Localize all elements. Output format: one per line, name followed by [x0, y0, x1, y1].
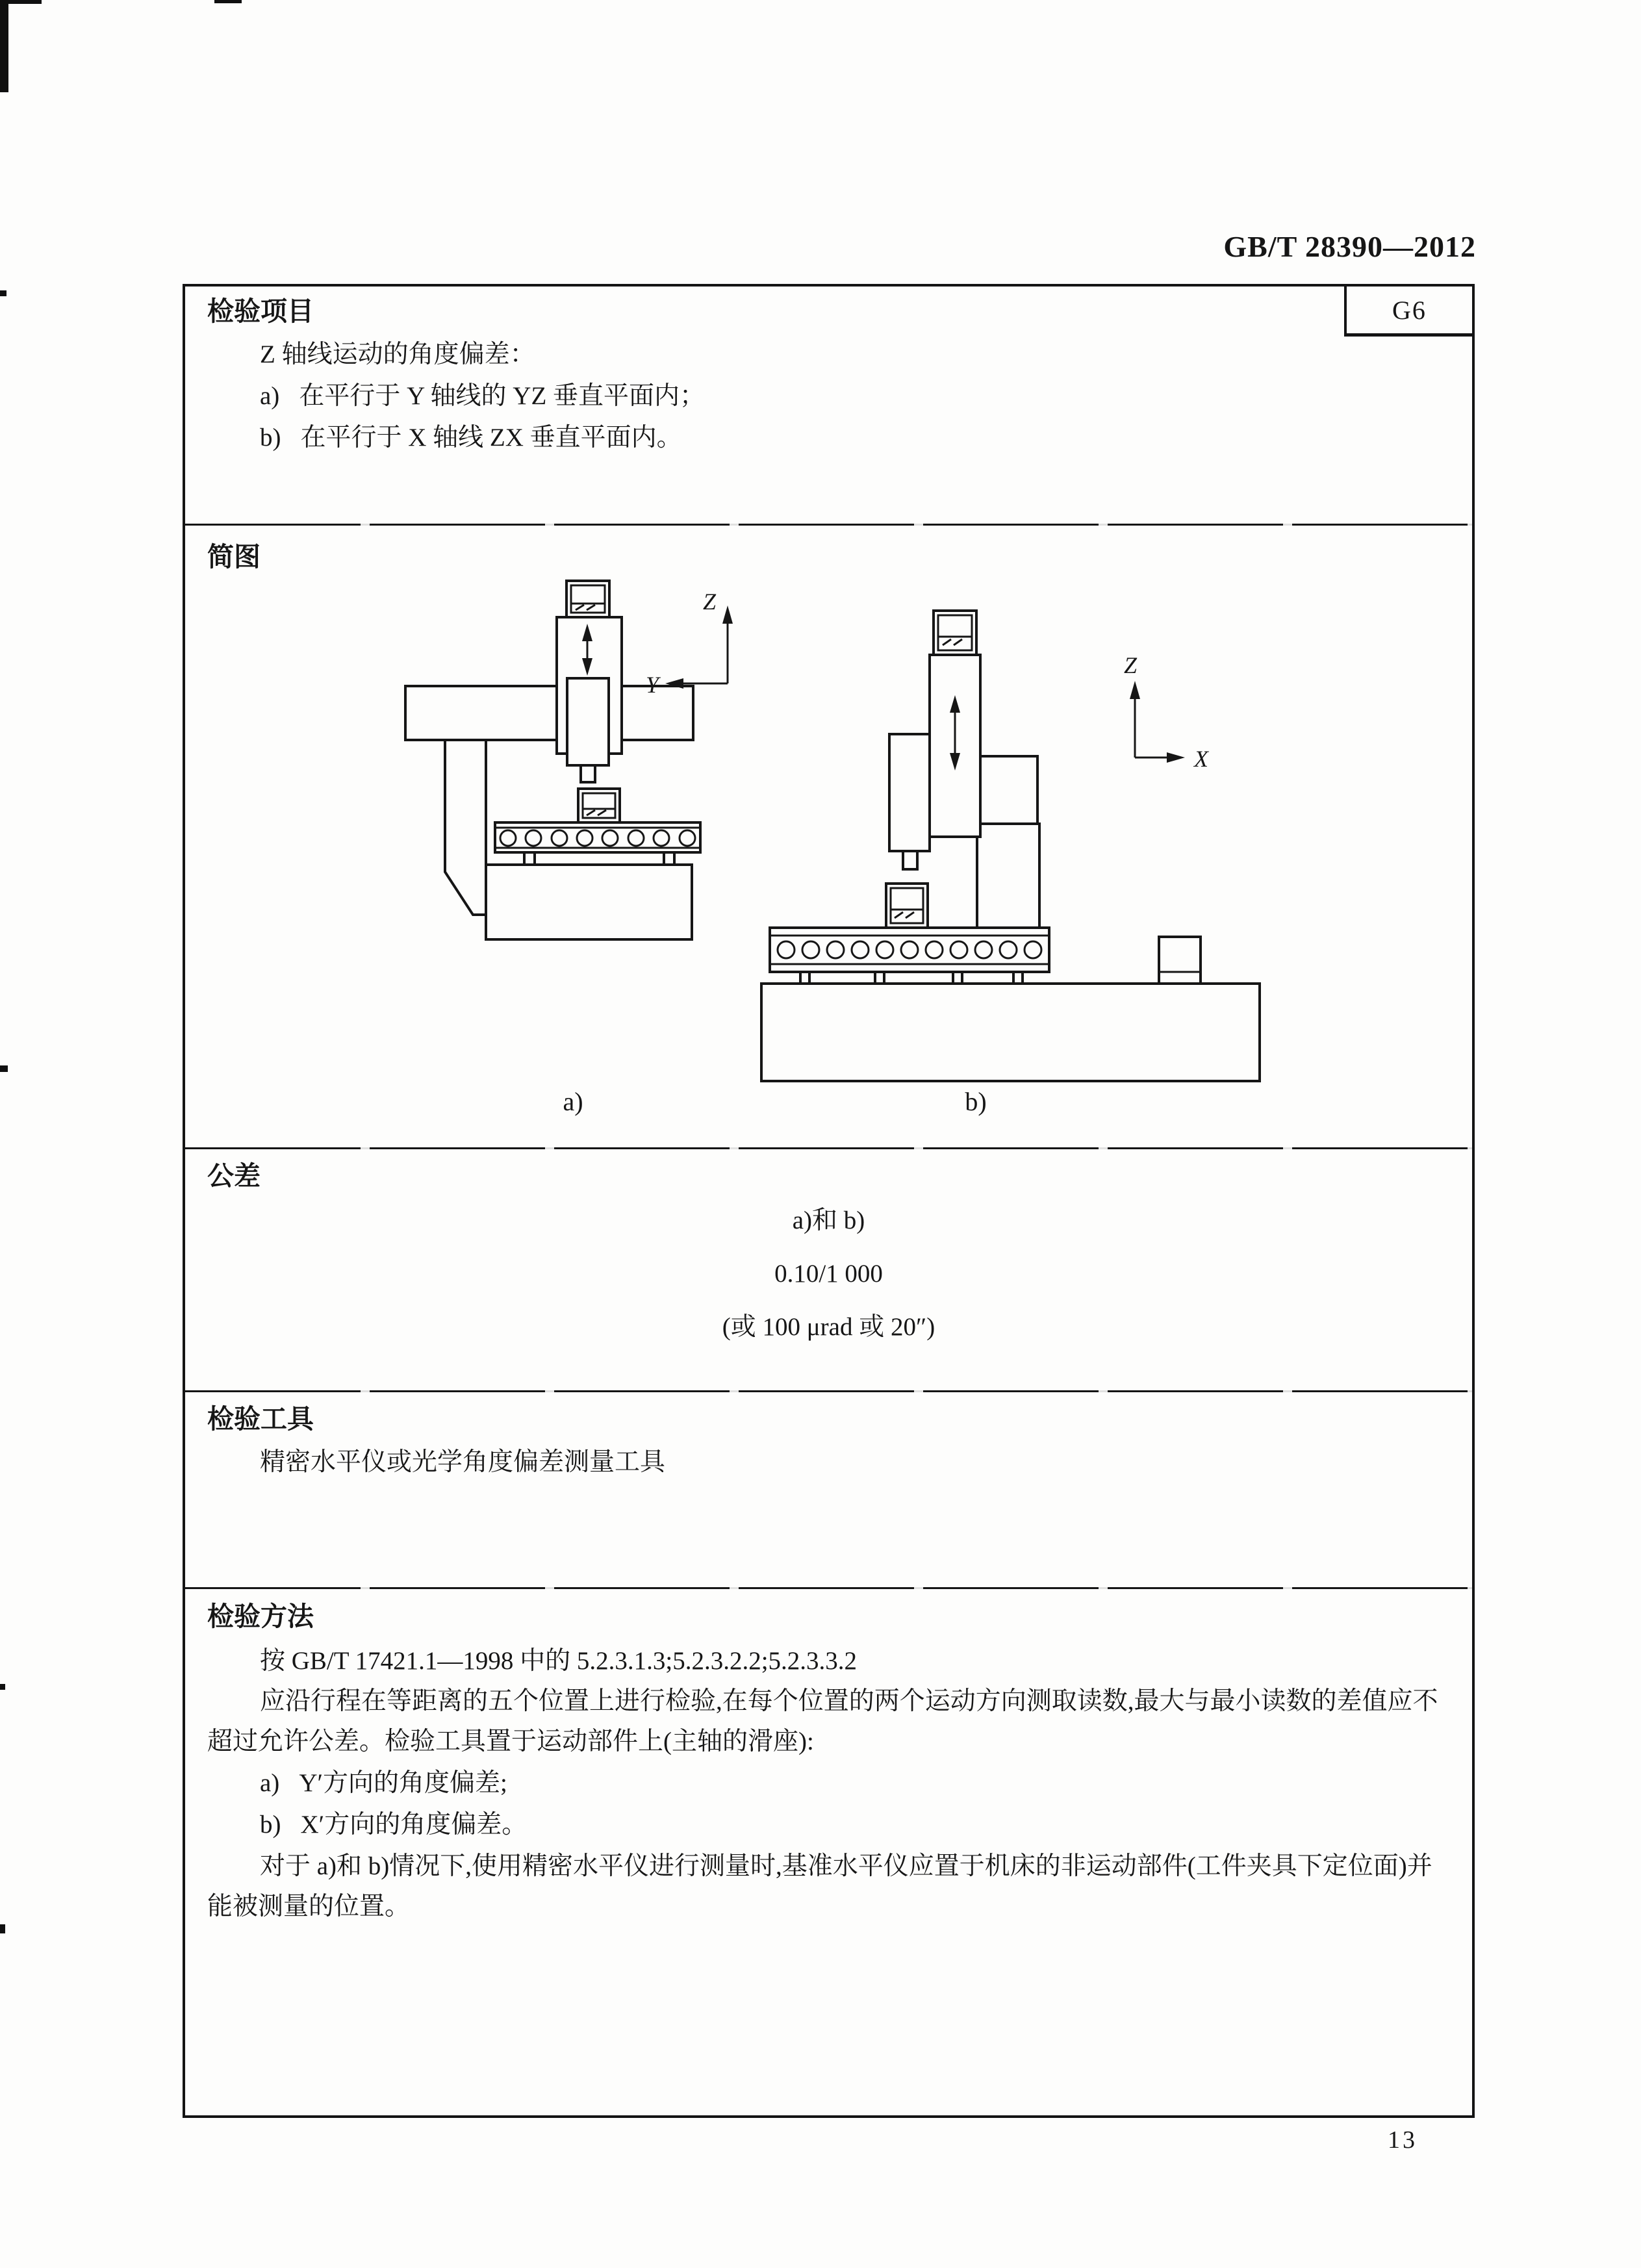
method-paragraph-line: 超过允许公差。检验工具置于运动部件上(主轴的滑座):	[207, 1727, 814, 1755]
column-upper	[980, 756, 1037, 824]
riser-block	[1159, 937, 1201, 984]
section-divider	[185, 1147, 1472, 1149]
inspection-item-intro: Z 轴线运动的角度偏差：	[260, 340, 535, 368]
machine-base	[486, 865, 692, 939]
scan-artifact	[0, 1924, 5, 1933]
coordinate-axes-zx	[1124, 652, 1210, 772]
machine-base	[761, 984, 1260, 1081]
table-feet	[524, 852, 674, 865]
machine-diagram-b	[755, 574, 1268, 1088]
section-divider	[185, 1390, 1472, 1392]
figure-label-a: a)	[563, 1087, 583, 1116]
section-divider	[185, 1587, 1472, 1589]
spindle-quill	[903, 851, 917, 869]
item-code-cell	[1344, 287, 1472, 337]
spindle-housing	[567, 678, 609, 765]
scan-artifact	[0, 0, 8, 92]
list-label: a)	[260, 382, 280, 410]
scan-artifact	[214, 0, 242, 3]
machine-diagram-a	[391, 574, 755, 945]
method-reference: 按 GB/T 17421.1—1998 中的 5.2.3.1.3;5.2.3.2.2;5.2.3.3.2	[260, 1647, 858, 1675]
axis-x-label: X	[1194, 746, 1208, 772]
tolerance-line: a)和 b)	[792, 1206, 865, 1234]
method-paragraph-line: 对于 a)和 b)情况下,使用精密水平仪进行测量时,基准水平仪应置于机床的非运动部件(工件夹具下定位面)并	[260, 1852, 1432, 1880]
scan-artifact	[0, 290, 6, 296]
section-title-method: 检验方法	[207, 1601, 314, 1631]
inspection-item-a	[260, 381, 705, 412]
level-instrument-icon	[578, 789, 620, 822]
list-label: a)	[260, 1769, 280, 1797]
scan-artifact	[0, 1684, 5, 1690]
axis-z-label: Z	[702, 589, 716, 615]
method-paragraph-line: 应沿行程在等距离的五个位置上进行检验,在每个位置的两个运动方向测取读数,最大与最小读数的差值应不	[260, 1687, 1438, 1715]
list-text: 在平行于 Y 轴线的 YZ 垂直平面内；	[299, 382, 706, 410]
figure-label-b: b)	[965, 1087, 987, 1116]
scan-artifact	[1, 0, 42, 4]
tolerance-alt-value: (或 100 μrad 或 20″)	[722, 1313, 935, 1341]
section-title-diagram: 简图	[207, 542, 261, 572]
inspection-table	[183, 284, 1475, 2118]
machine-column	[445, 740, 486, 915]
method-item-a	[260, 1768, 507, 1799]
level-instrument-icon	[934, 611, 976, 655]
method-item-b	[260, 1810, 527, 1841]
level-instrument-icon	[566, 581, 609, 617]
list-text: Y′方向的角度偏差;	[299, 1769, 507, 1797]
list-label: b)	[260, 1811, 281, 1839]
work-table	[770, 928, 1049, 972]
section-title-tools: 检验工具	[207, 1404, 314, 1434]
table-feet	[800, 972, 1023, 984]
spindle-quill	[581, 765, 595, 782]
scan-artifact	[0, 1065, 8, 1072]
method-paragraph-line: 能被测量的位置。	[207, 1892, 411, 1920]
item-code: G6	[1392, 295, 1427, 325]
tools-text: 精密水平仪或光学角度偏差测量工具	[260, 1448, 666, 1476]
axis-y-label: Y	[645, 672, 659, 698]
spindle-head	[889, 734, 930, 851]
list-text: X′方向的角度偏差。	[300, 1811, 528, 1839]
section-divider	[185, 524, 1472, 526]
axis-z-label: Z	[1123, 652, 1138, 678]
inspection-item-b	[260, 423, 682, 453]
level-instrument-icon	[886, 884, 928, 928]
list-label: b)	[260, 424, 281, 452]
section-title-inspection-item: 检验项目	[207, 296, 314, 326]
page-number: 13	[1388, 2126, 1418, 2154]
tolerance-value: 0.10/1 000	[774, 1260, 883, 1288]
section-title-tolerance: 公差	[207, 1161, 261, 1191]
coordinate-axes-yz	[646, 589, 733, 698]
list-text: 在平行于 X 轴线 ZX 垂直平面内。	[300, 424, 682, 452]
standard-code-header: GB/T 28390—2012	[1223, 230, 1476, 263]
column-lower	[977, 824, 1039, 928]
